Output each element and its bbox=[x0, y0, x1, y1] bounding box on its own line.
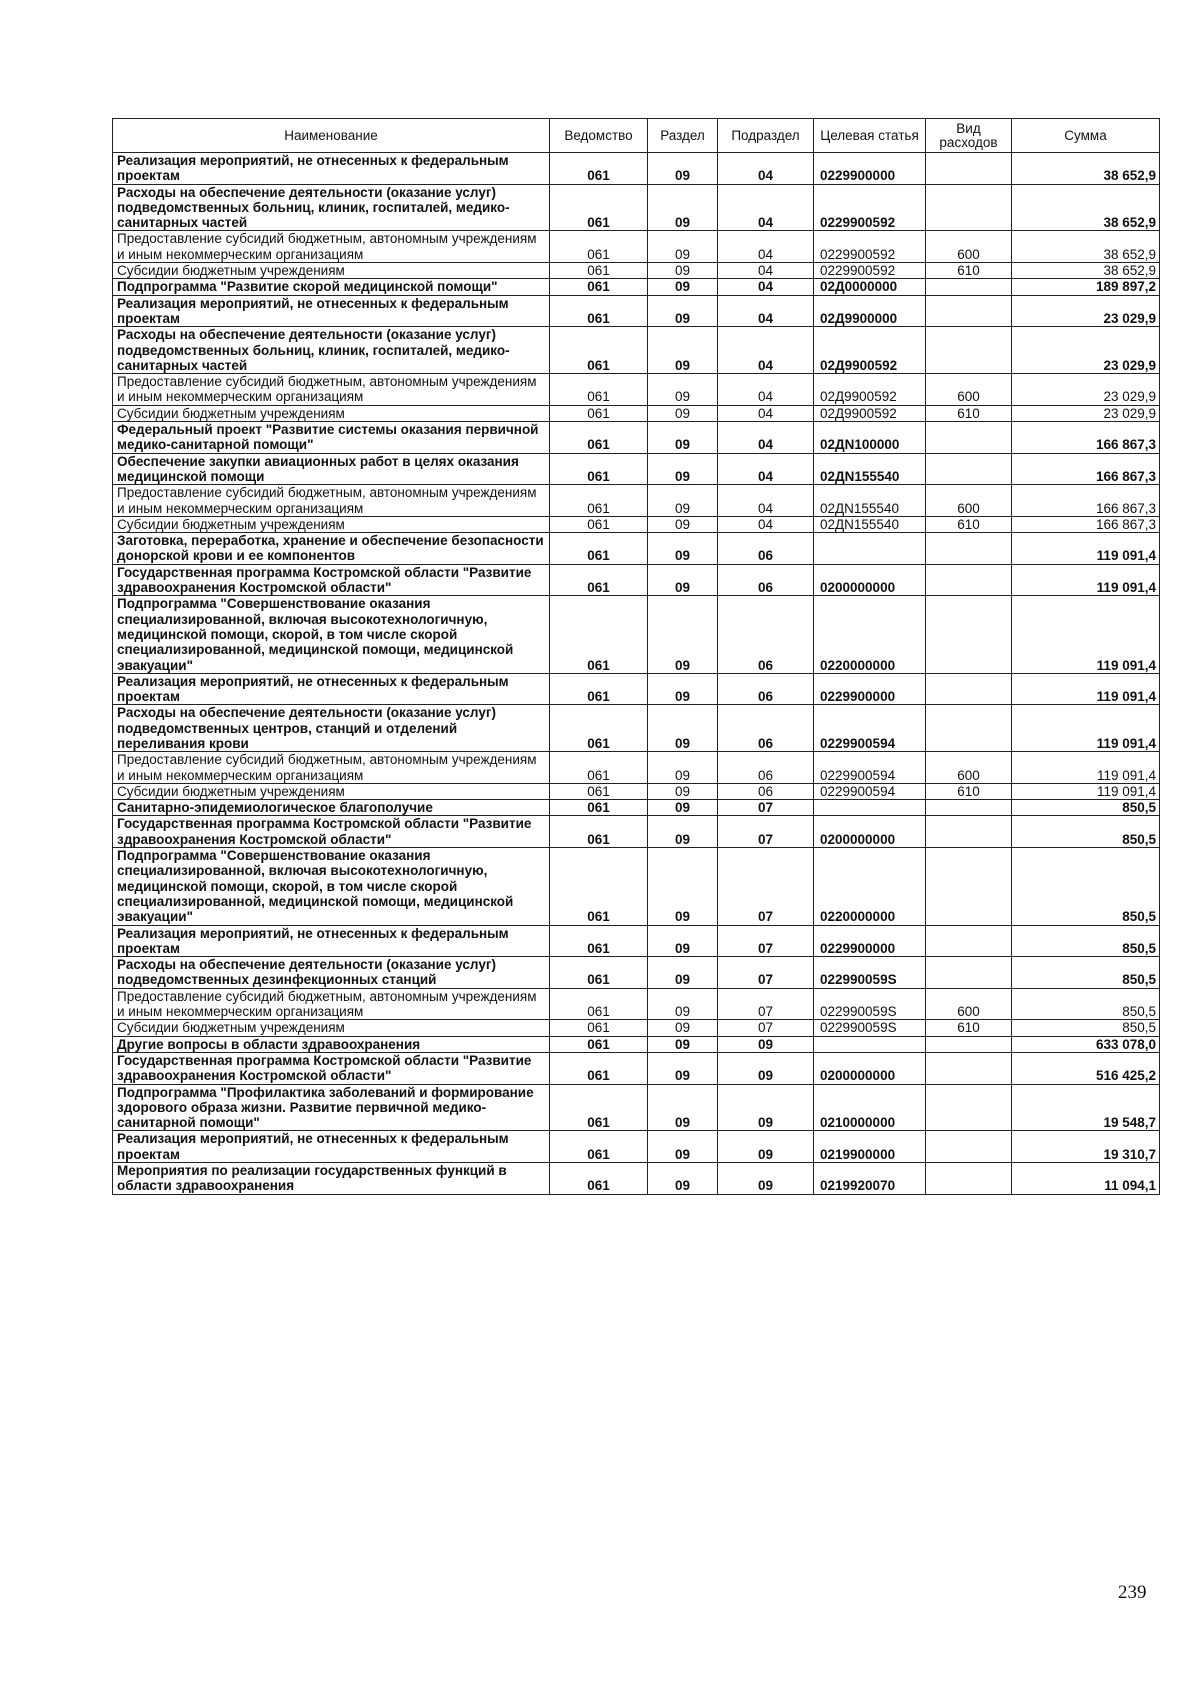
row-section: 09 bbox=[648, 485, 718, 517]
row-subsection: 04 bbox=[718, 295, 814, 327]
row-amount: 119 091,4 bbox=[1012, 673, 1160, 705]
row-exptype: 610 bbox=[926, 1020, 1012, 1036]
row-exptype: 600 bbox=[926, 374, 1012, 406]
row-name: Подпрограмма "Развитие скорой медицинской помощи" bbox=[113, 279, 550, 295]
row-amount: 166 867,3 bbox=[1012, 422, 1160, 454]
row-dept: 061 bbox=[550, 816, 648, 848]
row-dept: 061 bbox=[550, 279, 648, 295]
row-subsection: 09 bbox=[718, 1036, 814, 1052]
row-subsection: 09 bbox=[718, 1131, 814, 1163]
table-row bbox=[113, 1131, 1160, 1163]
row-subsection: 07 bbox=[718, 848, 814, 925]
row-amount: 38 652,9 bbox=[1012, 263, 1160, 279]
row-section: 09 bbox=[648, 564, 718, 596]
row-section: 09 bbox=[648, 327, 718, 374]
row-amount: 166 867,3 bbox=[1012, 485, 1160, 517]
row-section: 09 bbox=[648, 422, 718, 454]
row-dept: 061 bbox=[550, 673, 648, 705]
row-subsection: 07 bbox=[718, 816, 814, 848]
row-subsection: 04 bbox=[718, 374, 814, 406]
row-subsection: 04 bbox=[718, 263, 814, 279]
row-target: 0220000000 bbox=[814, 596, 926, 673]
row-target: 0200000000 bbox=[814, 1052, 926, 1084]
row-target: 0229900594 bbox=[814, 783, 926, 799]
table-row bbox=[113, 1020, 1160, 1036]
row-section: 09 bbox=[648, 153, 718, 185]
table-row bbox=[113, 783, 1160, 799]
table-row bbox=[113, 405, 1160, 421]
row-exptype: 600 bbox=[926, 485, 1012, 517]
row-dept: 061 bbox=[550, 374, 648, 406]
row-dept: 061 bbox=[550, 564, 648, 596]
row-amount: 516 425,2 bbox=[1012, 1052, 1160, 1084]
row-exptype bbox=[926, 705, 1012, 752]
row-name: Государственная программа Костромской области "Развитие здравоохранения Костромской области" bbox=[113, 816, 550, 848]
table-row bbox=[113, 848, 1160, 925]
row-amount: 166 867,3 bbox=[1012, 516, 1160, 532]
row-name: Государственная программа Костромской области "Развитие здравоохранения Костромской области" bbox=[113, 1052, 550, 1084]
row-section: 09 bbox=[648, 405, 718, 421]
row-dept: 061 bbox=[550, 848, 648, 925]
row-name: Предоставление субсидий бюджетным, автономным учреждениям и иным некоммерческим организациям bbox=[113, 752, 550, 784]
row-subsection: 07 bbox=[718, 988, 814, 1020]
row-amount: 189 897,2 bbox=[1012, 279, 1160, 295]
row-section: 09 bbox=[648, 816, 718, 848]
row-subsection: 07 bbox=[718, 1020, 814, 1036]
row-target: 02Д0000000 bbox=[814, 279, 926, 295]
row-target: 022990059S bbox=[814, 988, 926, 1020]
row-name: Реализация мероприятий, не отнесенных к федеральным проектам bbox=[113, 925, 550, 957]
row-section: 09 bbox=[648, 705, 718, 752]
row-target: 02Д9900592 bbox=[814, 405, 926, 421]
table-row bbox=[113, 1052, 1160, 1084]
row-amount: 850,5 bbox=[1012, 848, 1160, 925]
row-name: Подпрограмма "Совершенствование оказания специализированной, включая высокотехнологичную, медицинской помощи, скорой, в том числе скорой специализированной, медицинской помощи, медицинской эвакуации" bbox=[113, 596, 550, 673]
row-amount: 850,5 bbox=[1012, 957, 1160, 989]
row-dept: 061 bbox=[550, 1084, 648, 1131]
row-target: 0229900000 bbox=[814, 153, 926, 185]
row-subsection: 07 bbox=[718, 925, 814, 957]
row-target bbox=[814, 1036, 926, 1052]
row-exptype: 610 bbox=[926, 405, 1012, 421]
row-name: Расходы на обеспечение деятельности (оказание услуг) подведомственных центров, станций и отделений переливания крови bbox=[113, 705, 550, 752]
row-dept: 061 bbox=[550, 705, 648, 752]
row-subsection: 06 bbox=[718, 673, 814, 705]
row-name: Реализация мероприятий, не отнесенных к федеральным проектам bbox=[113, 1131, 550, 1163]
table-row bbox=[113, 263, 1160, 279]
table-row bbox=[113, 1163, 1160, 1195]
table-row bbox=[113, 295, 1160, 327]
table-row bbox=[113, 705, 1160, 752]
row-target: 022990059S bbox=[814, 1020, 926, 1036]
row-target: 0229900000 bbox=[814, 673, 926, 705]
table-row bbox=[113, 957, 1160, 989]
table-row bbox=[113, 925, 1160, 957]
row-exptype: 610 bbox=[926, 516, 1012, 532]
row-dept: 061 bbox=[550, 263, 648, 279]
row-dept: 061 bbox=[550, 596, 648, 673]
row-amount: 119 091,4 bbox=[1012, 705, 1160, 752]
row-exptype: 600 bbox=[926, 752, 1012, 784]
row-exptype bbox=[926, 596, 1012, 673]
row-section: 09 bbox=[648, 848, 718, 925]
row-section: 09 bbox=[648, 533, 718, 565]
row-name: Предоставление субсидий бюджетным, автономным учреждениям и иным некоммерческим организациям bbox=[113, 485, 550, 517]
row-amount: 850,5 bbox=[1012, 816, 1160, 848]
row-name: Субсидии бюджетным учреждениям bbox=[113, 516, 550, 532]
row-section: 09 bbox=[648, 374, 718, 406]
header-name: Наименование bbox=[113, 119, 550, 153]
row-section: 09 bbox=[648, 783, 718, 799]
row-subsection: 04 bbox=[718, 405, 814, 421]
row-subsection: 06 bbox=[718, 533, 814, 565]
row-subsection: 04 bbox=[718, 184, 814, 231]
row-amount: 23 029,9 bbox=[1012, 374, 1160, 406]
row-exptype bbox=[926, 453, 1012, 485]
table-body bbox=[113, 153, 1160, 1195]
row-dept: 061 bbox=[550, 752, 648, 784]
table-row bbox=[113, 1084, 1160, 1131]
table-row bbox=[113, 564, 1160, 596]
row-name: Подпрограмма "Профилактика заболеваний и формирование здорового образа жизни. Развитие первичной медико-санитарной помощи" bbox=[113, 1084, 550, 1131]
row-section: 09 bbox=[648, 263, 718, 279]
row-exptype: 600 bbox=[926, 231, 1012, 263]
row-name: Санитарно-эпидемиологическое благополучие bbox=[113, 800, 550, 816]
row-subsection: 06 bbox=[718, 705, 814, 752]
row-subsection: 04 bbox=[718, 327, 814, 374]
row-subsection: 06 bbox=[718, 596, 814, 673]
row-subsection: 04 bbox=[718, 279, 814, 295]
row-section: 09 bbox=[648, 1020, 718, 1036]
row-exptype bbox=[926, 279, 1012, 295]
table-row bbox=[113, 374, 1160, 406]
row-target: 02Д9900592 bbox=[814, 327, 926, 374]
table-row bbox=[113, 422, 1160, 454]
row-dept: 061 bbox=[550, 925, 648, 957]
row-amount: 23 029,9 bbox=[1012, 327, 1160, 374]
row-target: 02ДN155540 bbox=[814, 453, 926, 485]
row-amount: 119 091,4 bbox=[1012, 564, 1160, 596]
row-target: 022990059S bbox=[814, 957, 926, 989]
row-dept: 061 bbox=[550, 405, 648, 421]
row-subsection: 07 bbox=[718, 957, 814, 989]
row-section: 09 bbox=[648, 957, 718, 989]
row-name: Расходы на обеспечение деятельности (оказание услуг) подведомственных больниц, клиник, госпиталей, медико-санитарных частей bbox=[113, 327, 550, 374]
row-exptype bbox=[926, 848, 1012, 925]
row-target bbox=[814, 800, 926, 816]
row-amount: 850,5 bbox=[1012, 988, 1160, 1020]
row-name: Федеральный проект "Развитие системы оказания первичной медико-санитарной помощи" bbox=[113, 422, 550, 454]
row-exptype bbox=[926, 1052, 1012, 1084]
header-amount: Сумма bbox=[1012, 119, 1160, 153]
row-subsection: 09 bbox=[718, 1163, 814, 1195]
row-amount: 850,5 bbox=[1012, 1020, 1160, 1036]
row-exptype bbox=[926, 1131, 1012, 1163]
row-target: 0229900592 bbox=[814, 184, 926, 231]
row-exptype bbox=[926, 564, 1012, 596]
row-amount: 119 091,4 bbox=[1012, 596, 1160, 673]
table-row bbox=[113, 752, 1160, 784]
budget-table bbox=[112, 118, 1160, 1195]
row-dept: 061 bbox=[550, 1131, 648, 1163]
row-target: 02ДN155540 bbox=[814, 485, 926, 517]
row-name: Предоставление субсидий бюджетным, автономным учреждениям и иным некоммерческим организациям bbox=[113, 374, 550, 406]
row-exptype bbox=[926, 295, 1012, 327]
row-target: 0220000000 bbox=[814, 848, 926, 925]
row-dept: 061 bbox=[550, 533, 648, 565]
row-target bbox=[814, 533, 926, 565]
row-target: 0229900592 bbox=[814, 263, 926, 279]
row-exptype bbox=[926, 1036, 1012, 1052]
table-row bbox=[113, 485, 1160, 517]
table-row bbox=[113, 184, 1160, 231]
row-exptype bbox=[926, 925, 1012, 957]
row-name: Обеспечение закупки авиационных работ в целях оказания медицинской помощи bbox=[113, 453, 550, 485]
row-section: 09 bbox=[648, 596, 718, 673]
row-dept: 061 bbox=[550, 1052, 648, 1084]
row-exptype bbox=[926, 184, 1012, 231]
row-name: Заготовка, переработка, хранение и обеспечение безопасности донорской крови и ее компонентов bbox=[113, 533, 550, 565]
table-row bbox=[113, 1036, 1160, 1052]
row-exptype bbox=[926, 1084, 1012, 1131]
row-exptype: 610 bbox=[926, 783, 1012, 799]
row-subsection: 06 bbox=[718, 752, 814, 784]
row-exptype bbox=[926, 327, 1012, 374]
row-subsection: 07 bbox=[718, 800, 814, 816]
row-amount: 38 652,9 bbox=[1012, 231, 1160, 263]
row-dept: 061 bbox=[550, 153, 648, 185]
row-name: Реализация мероприятий, не отнесенных к федеральным проектам bbox=[113, 673, 550, 705]
row-dept: 061 bbox=[550, 1020, 648, 1036]
row-target: 0210000000 bbox=[814, 1084, 926, 1131]
row-amount: 38 652,9 bbox=[1012, 153, 1160, 185]
table-row bbox=[113, 153, 1160, 185]
row-section: 09 bbox=[648, 925, 718, 957]
table-row bbox=[113, 816, 1160, 848]
row-name: Субсидии бюджетным учреждениям bbox=[113, 1020, 550, 1036]
row-exptype bbox=[926, 673, 1012, 705]
row-name: Реализация мероприятий, не отнесенных к федеральным проектам bbox=[113, 153, 550, 185]
row-name: Субсидии бюджетным учреждениям bbox=[113, 783, 550, 799]
header-subsection: Подраздел bbox=[718, 119, 814, 153]
row-target: 0229900000 bbox=[814, 925, 926, 957]
row-dept: 061 bbox=[550, 988, 648, 1020]
row-name: Реализация мероприятий, не отнесенных к федеральным проектам bbox=[113, 295, 550, 327]
row-exptype: 600 bbox=[926, 988, 1012, 1020]
row-section: 09 bbox=[648, 231, 718, 263]
row-section: 09 bbox=[648, 279, 718, 295]
table-row bbox=[113, 231, 1160, 263]
row-amount: 11 094,1 bbox=[1012, 1163, 1160, 1195]
row-name: Субсидии бюджетным учреждениям bbox=[113, 405, 550, 421]
row-subsection: 04 bbox=[718, 231, 814, 263]
row-dept: 061 bbox=[550, 516, 648, 532]
header-target: Целевая статья bbox=[814, 119, 926, 153]
row-subsection: 06 bbox=[718, 564, 814, 596]
row-dept: 061 bbox=[550, 184, 648, 231]
row-target: 0229900592 bbox=[814, 231, 926, 263]
row-exptype: 610 bbox=[926, 263, 1012, 279]
table-row bbox=[113, 327, 1160, 374]
row-section: 09 bbox=[648, 800, 718, 816]
row-exptype bbox=[926, 816, 1012, 848]
row-target: 0229900594 bbox=[814, 705, 926, 752]
row-target: 0229900594 bbox=[814, 752, 926, 784]
row-section: 09 bbox=[648, 1052, 718, 1084]
row-target: 0200000000 bbox=[814, 564, 926, 596]
row-dept: 061 bbox=[550, 1036, 648, 1052]
row-section: 09 bbox=[648, 516, 718, 532]
row-section: 09 bbox=[648, 752, 718, 784]
row-name: Подпрограмма "Совершенствование оказания специализированной, включая высокотехнологичную, медицинской помощи, скорой, в том числе скорой специализированной, медицинской помощи, медицинской эвакуации" bbox=[113, 848, 550, 925]
row-amount: 119 091,4 bbox=[1012, 752, 1160, 784]
row-dept: 061 bbox=[550, 783, 648, 799]
row-target: 02ДN100000 bbox=[814, 422, 926, 454]
row-exptype bbox=[926, 533, 1012, 565]
row-exptype bbox=[926, 153, 1012, 185]
row-exptype bbox=[926, 957, 1012, 989]
row-exptype bbox=[926, 800, 1012, 816]
row-dept: 061 bbox=[550, 1163, 648, 1195]
row-target: 02Д9900000 bbox=[814, 295, 926, 327]
row-subsection: 09 bbox=[718, 1052, 814, 1084]
row-section: 09 bbox=[648, 1163, 718, 1195]
row-exptype bbox=[926, 422, 1012, 454]
row-section: 09 bbox=[648, 1131, 718, 1163]
table-row bbox=[113, 596, 1160, 673]
row-subsection: 04 bbox=[718, 422, 814, 454]
row-dept: 061 bbox=[550, 957, 648, 989]
header-section: Раздел bbox=[648, 119, 718, 153]
row-section: 09 bbox=[648, 673, 718, 705]
header-exptype: Вид расходов bbox=[926, 119, 1012, 153]
row-name: Предоставление субсидий бюджетным, автономным учреждениям и иным некоммерческим организациям bbox=[113, 988, 550, 1020]
table-row bbox=[113, 279, 1160, 295]
row-section: 09 bbox=[648, 295, 718, 327]
row-target: 0219920070 bbox=[814, 1163, 926, 1195]
row-section: 09 bbox=[648, 1084, 718, 1131]
row-amount: 166 867,3 bbox=[1012, 453, 1160, 485]
row-dept: 061 bbox=[550, 453, 648, 485]
row-name: Предоставление субсидий бюджетным, автономным учреждениям и иным некоммерческим организациям bbox=[113, 231, 550, 263]
row-name: Другие вопросы в области здравоохранения bbox=[113, 1036, 550, 1052]
row-target: 02ДN155540 bbox=[814, 516, 926, 532]
row-section: 09 bbox=[648, 988, 718, 1020]
row-section: 09 bbox=[648, 453, 718, 485]
row-amount: 23 029,9 bbox=[1012, 295, 1160, 327]
row-section: 09 bbox=[648, 1036, 718, 1052]
row-amount: 23 029,9 bbox=[1012, 405, 1160, 421]
row-subsection: 06 bbox=[718, 783, 814, 799]
row-name: Расходы на обеспечение деятельности (оказание услуг) подведомственных больниц, клиник, госпиталей, медико-санитарных частей bbox=[113, 184, 550, 231]
row-amount: 19 310,7 bbox=[1012, 1131, 1160, 1163]
row-subsection: 09 bbox=[718, 1084, 814, 1131]
row-amount: 633 078,0 bbox=[1012, 1036, 1160, 1052]
row-amount: 850,5 bbox=[1012, 925, 1160, 957]
row-name: Государственная программа Костромской области "Развитие здравоохранения Костромской области" bbox=[113, 564, 550, 596]
row-dept: 061 bbox=[550, 327, 648, 374]
table-row bbox=[113, 453, 1160, 485]
row-dept: 061 bbox=[550, 800, 648, 816]
row-amount: 19 548,7 bbox=[1012, 1084, 1160, 1131]
row-name: Мероприятия по реализации государственных функций в области здравоохранения bbox=[113, 1163, 550, 1195]
row-dept: 061 bbox=[550, 485, 648, 517]
row-dept: 061 bbox=[550, 231, 648, 263]
header-dept: Ведомство bbox=[550, 119, 648, 153]
row-exptype bbox=[926, 1163, 1012, 1195]
row-subsection: 04 bbox=[718, 453, 814, 485]
row-target: 02Д9900592 bbox=[814, 374, 926, 406]
row-amount: 119 091,4 bbox=[1012, 533, 1160, 565]
row-target: 0200000000 bbox=[814, 816, 926, 848]
table-header-row bbox=[113, 119, 1160, 153]
table-row bbox=[113, 533, 1160, 565]
table-row bbox=[113, 516, 1160, 532]
row-subsection: 04 bbox=[718, 485, 814, 517]
table-row bbox=[113, 988, 1160, 1020]
row-name: Субсидии бюджетным учреждениям bbox=[113, 263, 550, 279]
page-number: 239 bbox=[1118, 1582, 1147, 1603]
row-subsection: 04 bbox=[718, 516, 814, 532]
row-target: 0219900000 bbox=[814, 1131, 926, 1163]
row-section: 09 bbox=[648, 184, 718, 231]
row-amount: 38 652,9 bbox=[1012, 184, 1160, 231]
row-name: Расходы на обеспечение деятельности (оказание услуг) подведомственных дезинфекционных станций bbox=[113, 957, 550, 989]
row-dept: 061 bbox=[550, 295, 648, 327]
row-amount: 850,5 bbox=[1012, 800, 1160, 816]
row-amount: 119 091,4 bbox=[1012, 783, 1160, 799]
row-subsection: 04 bbox=[718, 153, 814, 185]
table-row bbox=[113, 673, 1160, 705]
table-row bbox=[113, 800, 1160, 816]
row-dept: 061 bbox=[550, 422, 648, 454]
